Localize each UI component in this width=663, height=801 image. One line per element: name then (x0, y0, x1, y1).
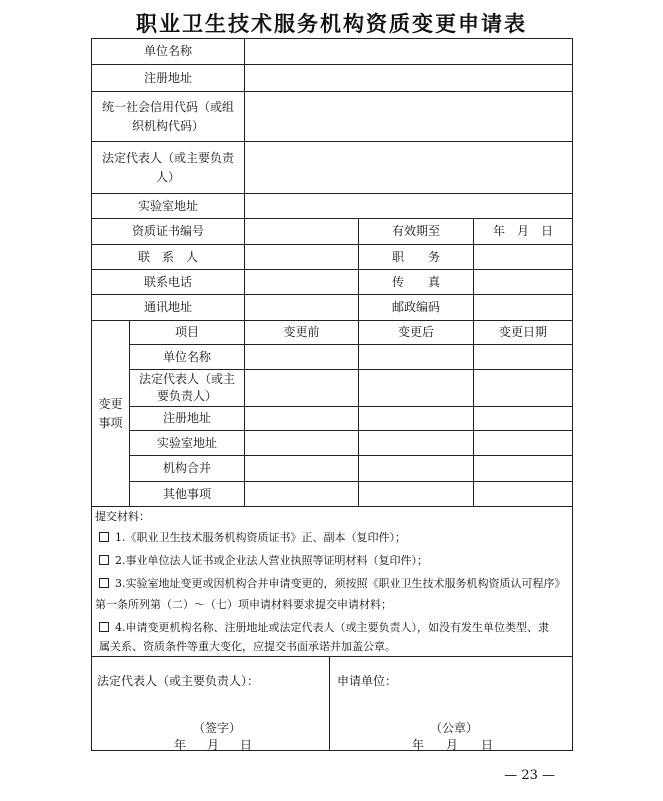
field-postcode[interactable] (474, 295, 572, 320)
checkbox-material-1[interactable] (99, 532, 109, 542)
field-cert-no[interactable] (245, 219, 358, 244)
left-date-year: 年 (174, 738, 187, 752)
field-contact[interactable] (245, 245, 358, 269)
label-position: 职 务 (391, 249, 440, 264)
checkbox-material-4[interactable] (99, 622, 109, 632)
header-item: 项目 (174, 325, 199, 339)
change-item-legal-rep: 法定代表人（或主要负责人） (138, 372, 235, 403)
label-mail-address: 通讯地址 (143, 300, 192, 314)
material-item-3 (99, 576, 566, 592)
change-item-reg-address: 注册地址 (162, 411, 211, 425)
changes-section-label (92, 321, 129, 506)
field-valid-date[interactable]: 年 月 日 (492, 224, 553, 238)
field-mail-address[interactable] (245, 295, 358, 320)
label-fax: 传 真 (391, 274, 440, 289)
material-item-2 (99, 553, 428, 569)
material-text-1: 1.《职业卫生技术服务机构资质证书》正、副本（复印件）； (115, 531, 406, 544)
applicant-unit-label: 申请单位： (337, 674, 398, 688)
material-text-3: 3.实验室地址变更或因机构合并申请变更的，须按照《职业卫生技术服务机构资质认可程序》 (115, 577, 566, 590)
change-item-merger: 机构合并 (162, 461, 211, 475)
field-unit-name[interactable] (245, 39, 572, 64)
change-item-unit-name: 单位名称 (162, 349, 211, 364)
right-date-year: 年 (412, 738, 425, 752)
checkbox-material-2[interactable] (99, 555, 109, 565)
checkbox-material-3[interactable] (99, 578, 109, 588)
legal-rep-signature-label: 法定代表人（或主要负责人）： (97, 674, 260, 688)
page-number: — 23 — (504, 768, 555, 783)
right-date-day: 日 (481, 738, 494, 752)
applicant-seal-area[interactable] (331, 690, 571, 718)
field-fax[interactable] (474, 270, 572, 294)
legal-rep-signature-area[interactable] (92, 690, 328, 718)
label-cert-no: 资质证书编号 (131, 224, 204, 238)
left-date-day: 日 (240, 738, 253, 752)
material-text-3-cont: 第一条所列第（二）～（七）项申请材料要求提交申请材料； (95, 598, 392, 611)
header-change-date: 变更日期 (498, 325, 547, 339)
label-contact: 联 系 人 (137, 249, 198, 264)
label-lab-address: 实验室地址 (137, 198, 198, 213)
field-phone[interactable] (245, 270, 358, 294)
label-reg-address: 注册地址 (143, 70, 192, 85)
label-legal-rep: 法定代表人（或主要负责人） (102, 150, 235, 184)
field-lab-address[interactable] (245, 194, 572, 218)
header-after: 变更后 (397, 325, 434, 339)
field-legal-rep[interactable] (245, 142, 572, 193)
label-credit-code: 统一社会信用代码（或组织机构代码） (102, 99, 235, 133)
left-date-month: 月 (207, 738, 220, 752)
changes-label-line1: 变更 (98, 396, 123, 411)
changes-label-line2: 事项 (98, 415, 123, 430)
label-postcode: 邮政编码 (391, 300, 440, 314)
right-date-month: 月 (446, 738, 459, 752)
material-text-2: 2.事业单位法人证书或企业法人营业执照等证明材料（复印件）； (115, 554, 428, 567)
material-text-4: 4.申请变更机构名称、注册地址或法定代表人（或主要负责人），如没有发生单位类型、隶属关系、资质条件等重大变化，应提交书面承诺并加盖公章。 (99, 621, 549, 653)
change-item-lab-address: 实验室地址 (156, 435, 217, 450)
material-item-1 (99, 530, 406, 546)
materials-heading: 提交材料： (95, 510, 150, 523)
field-credit-code[interactable] (245, 92, 572, 141)
form-title: 职业卫生技术服务机构资质变更申请表 (136, 12, 527, 36)
material-item-4 (99, 618, 557, 656)
label-phone: 联系电话 (143, 274, 192, 289)
header-before: 变更前 (283, 325, 320, 339)
seal-note: （公章） (430, 721, 479, 735)
field-position[interactable] (474, 245, 572, 269)
change-item-other: 其他事项 (162, 486, 211, 501)
field-reg-address[interactable] (245, 65, 572, 91)
signature-note: （签字） (193, 721, 242, 735)
label-valid-until: 有效期至 (391, 224, 440, 238)
label-unit-name: 单位名称 (143, 44, 192, 58)
